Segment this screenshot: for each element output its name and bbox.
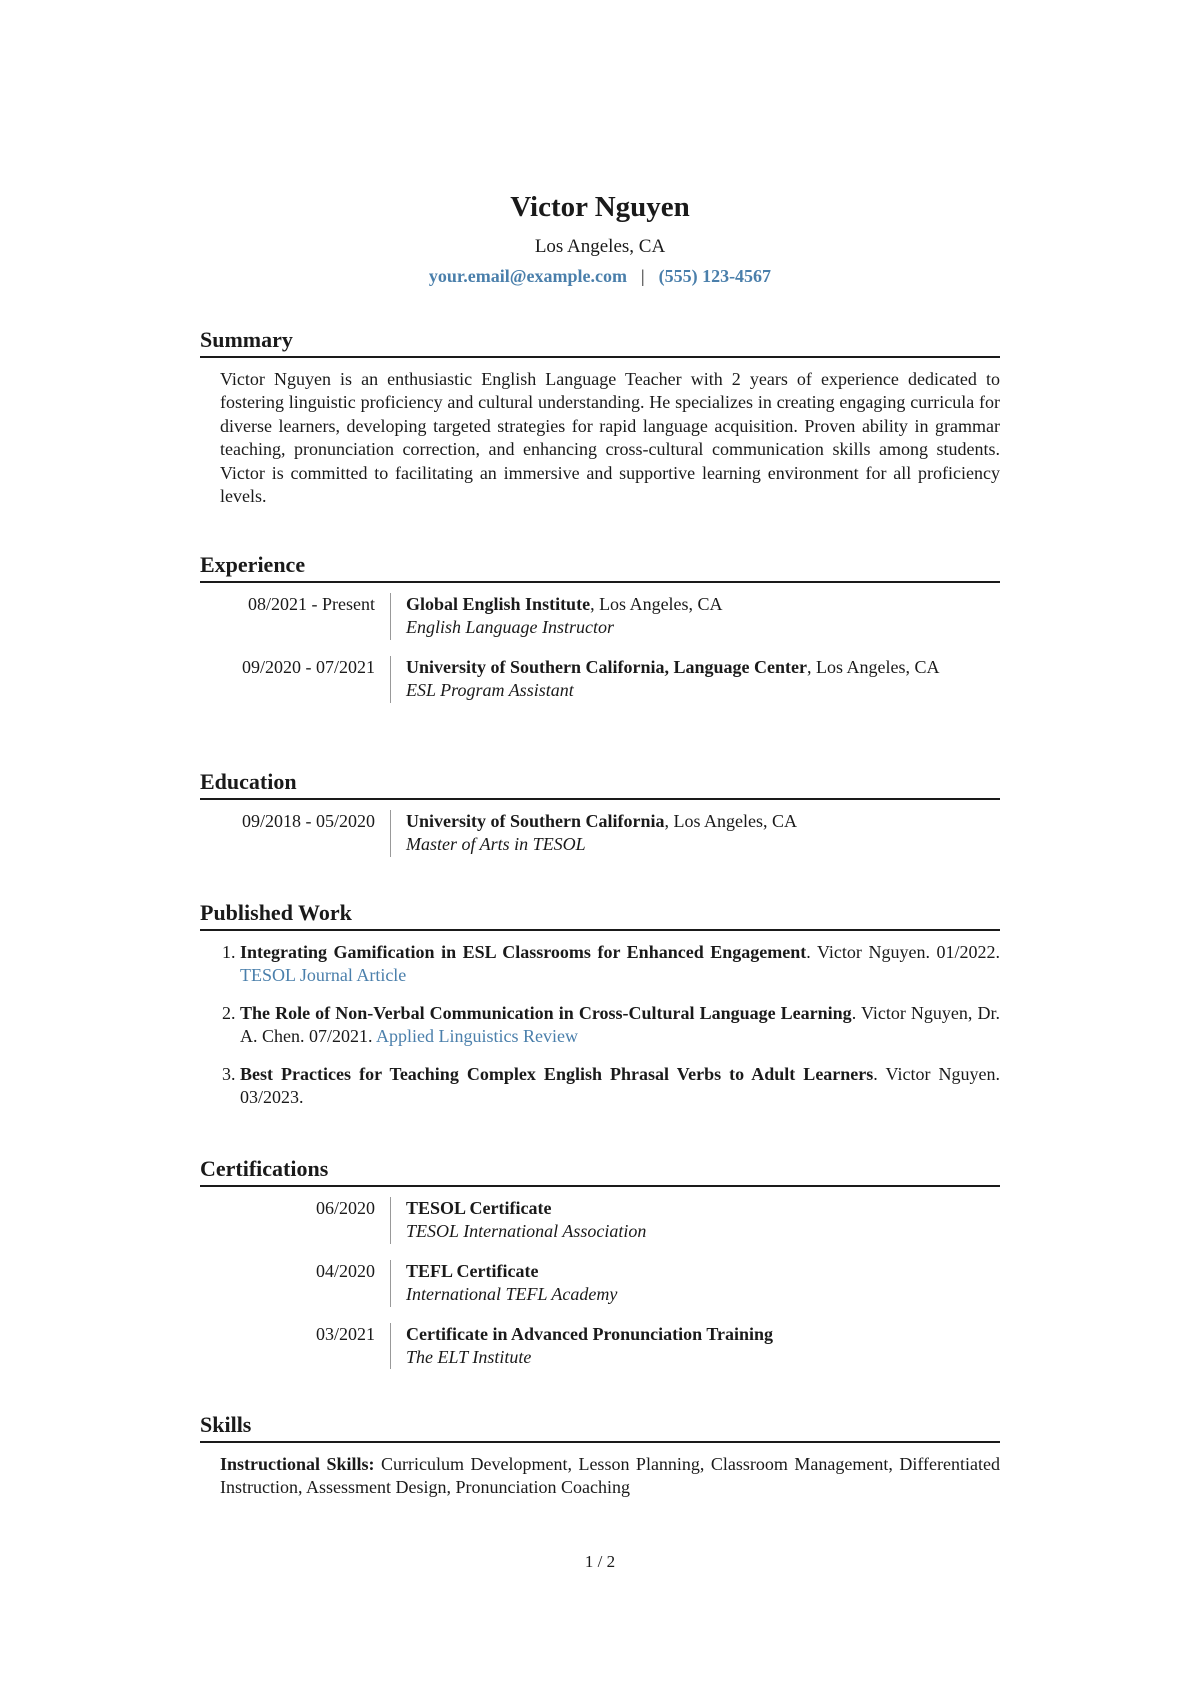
entry-body [390, 1197, 1000, 1244]
entry-body [390, 810, 1000, 857]
certification-entry [200, 1260, 1000, 1307]
certification-issuer: The ELT Institute [406, 1347, 532, 1368]
entry-organization: Global English Institute [406, 594, 591, 614]
candidate-location: Los Angeles, CA [534, 236, 666, 257]
entry-organization: University of Southern California [406, 811, 665, 831]
contact-line [200, 264, 1000, 288]
publication-item [240, 1063, 1000, 1110]
publication-title: Integrating Gamification in ESL Classrooms for Enhanced Engagement [240, 942, 807, 962]
certification-entry [200, 1323, 1000, 1370]
certification-name: TESOL Certificate [406, 1198, 552, 1218]
section-title-education: Education [200, 769, 297, 794]
certification-issuer: International TEFL Academy [406, 1284, 618, 1305]
section-title-skills: Skills [200, 1412, 252, 1437]
entry-date: 03/2021 [315, 1323, 375, 1344]
entry-degree: Master of Arts in TESOL [406, 834, 586, 855]
certification-entry [200, 1197, 1000, 1244]
entry-role: ESL Program Assistant [406, 680, 574, 701]
publication-title: Best Practices for Teaching Complex English Phrasal Verbs to Adult Learners [240, 1063, 874, 1084]
entry-body [390, 1260, 1000, 1307]
publication-item [240, 1002, 1000, 1049]
phone-link[interactable]: (555) 123-4567 [658, 266, 772, 286]
entry-date: 09/2020 - 07/2021 [242, 656, 375, 677]
experience-entry [200, 656, 1000, 703]
skills-list: Curriculum Development, Lesson Planning, Classroom Management, Differentiated Instruction, Assessment Design, Pronunciation Coaching [220, 1454, 1000, 1498]
entry-place: , Los Angeles, CA [806, 656, 940, 677]
publication-title: The Role of Non-Verbal Communication in Cross-Cultural Language Learning [240, 1002, 852, 1023]
skills-label: Instructional Skills: [220, 1454, 375, 1474]
entry-role: English Language Instructor [406, 617, 615, 638]
summary-section [200, 326, 1000, 508]
entry-date: 08/2021 - Present [248, 594, 375, 614]
publication-details: . Victor Nguyen, Dr. A. Chen. 07/2021. [240, 1002, 1000, 1047]
experience-entry [200, 593, 1000, 640]
certification-issuer: TESOL International Association [406, 1221, 647, 1242]
entry-date: 09/2018 - 05/2020 [242, 811, 375, 831]
education-entry [200, 810, 1000, 857]
publication-item [240, 941, 1000, 988]
email-link[interactable]: your.email@example.com [428, 266, 627, 286]
certification-name: Certificate in Advanced Pronunciation Training [406, 1323, 774, 1344]
section-divider [200, 356, 1000, 358]
skills-section [200, 1411, 1000, 1500]
section-divider [200, 581, 1000, 583]
section-title-experience: Experience [200, 552, 306, 577]
publication-link[interactable]: TESOL Journal Article [240, 965, 407, 986]
education-section [200, 768, 1000, 873]
published-work-section [200, 899, 1000, 1123]
entry-date: 04/2020 [315, 1260, 375, 1281]
entry-date: 06/2020 [315, 1198, 375, 1218]
entry-body [390, 1323, 1000, 1370]
publication-link[interactable]: Applied Linguistics Review [376, 1026, 578, 1047]
section-title-certifications: Certifications [200, 1156, 329, 1181]
entry-organization: University of Southern California, Language Center [406, 656, 807, 677]
summary-text: Victor Nguyen is an enthusiastic English Language Teacher with 2 years of experience dedicated to fostering linguistic proficiency and cultural understanding. He specializes in creating engaging curricula for diverse learners, developing targeted strategies for rapid language acquisition. Proven ability in grammar teaching, pronunciation correction, and enhancing cross-cultural communication skills among students. Victor is committed to facilitating an immersive and supportive learning environment for all proficiency levels. [220, 369, 1000, 507]
entry-place: , Los Angeles, CA [590, 594, 723, 614]
section-divider [200, 1185, 1000, 1187]
entry-body [390, 656, 1000, 703]
certification-name: TEFL Certificate [406, 1260, 539, 1281]
candidate-name: Victor Nguyen [510, 191, 690, 223]
section-divider [200, 1441, 1000, 1443]
skills-line [220, 1453, 1000, 1500]
entry-body [390, 593, 1000, 640]
page-number: 1 / 2 [584, 1552, 616, 1571]
section-divider [200, 929, 1000, 931]
entry-place: , Los Angeles, CA [664, 811, 797, 831]
section-title-published-work: Published Work [200, 900, 352, 925]
certifications-section [200, 1155, 1000, 1385]
publication-details: . Victor Nguyen. 01/2022. [806, 942, 1000, 962]
section-divider [200, 798, 1000, 800]
section-title-summary: Summary [200, 327, 293, 352]
experience-section [200, 551, 1000, 719]
publication-details: . Victor Nguyen. 03/2023. [240, 1063, 1000, 1108]
contact-separator: | [640, 266, 645, 286]
publication-list [200, 941, 1000, 1109]
